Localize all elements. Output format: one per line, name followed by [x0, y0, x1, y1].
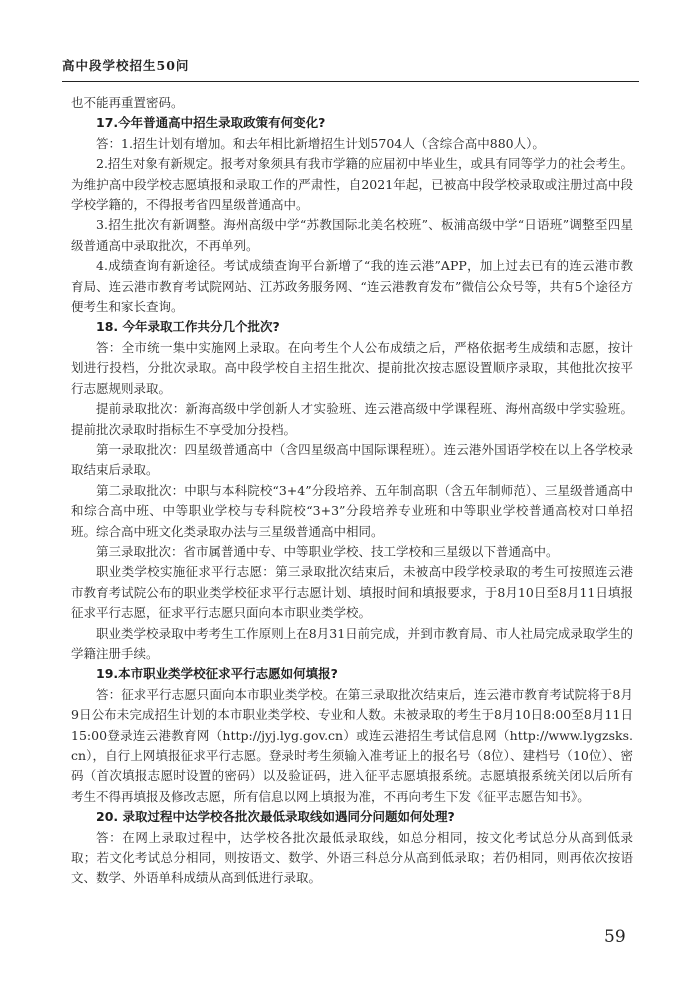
- page-number: 59: [604, 927, 626, 947]
- paragraph: 职业类学校实施征求平行志愿：第三录取批次结束后，未被高中段学校录取的考生可按照连云港市教育考试院公布的职业类学校征求平行志愿计划、填报时间和填报要求，于8月10日至8月11日填报征求平行志愿，征求平行志愿只面向本市职业类学校。: [71, 564, 633, 621]
- paragraph: 职业类学校录取中考考生工作原则上在8月31日前完成，并到市教育局、市人社局完成录取学生的学籍注册手续。: [71, 625, 633, 661]
- body-text: [71, 93, 633, 889]
- paragraph: 3.招生批次有新调整。海州高级中学“苏教国际北美名校班”、板浦高级中学“日语班”调整至四星级普通高中录取批次，不再单列。: [71, 217, 633, 253]
- paragraph: 2.招生对象有新规定。报考对象须具有我市学籍的应届初中毕业生，或具有同等学力的社会考生。为维护高中段学校志愿填报和录取工作的严肃性，自2021年起，已被高中段学校录取或注册过高中段学校学籍的，不得报考省四星级普通高中。: [71, 156, 633, 213]
- paragraph: 提前录取批次：新海高级中学创新人才实验班、连云港高级中学课程班、海州高级中学实验班。提前批次录取时指标生不享受加分投档。: [71, 401, 633, 437]
- paragraph: 第一录取批次：四星级普通高中（含四星级高中国际课程班）。连云港外国语学校在以上各学校录取结束后录取。: [71, 441, 633, 478]
- paragraph: 答：全市统一集中实施网上录取。在向考生个人公布成绩之后，严格依据考生成绩和志愿，按计划进行投档，分批次录取。高中段学校自主招生批次、提前批次按志愿设置顺序录取，其他批次按平行志愿规则录取。: [71, 339, 633, 396]
- question-heading: 17.今年普通高中招生录取政策有何变化?: [96, 115, 326, 131]
- paragraph: 答：征求平行志愿只面向本市职业类学校。在第三录取批次结束后，连云港市教育考试院将于8月9日公布未完成招生计划的本市职业类学校、专业和人数。未被录取的考生于8月10日8:00至8月11日15:00登录连云港教育网（http://jyj.lyg.gov.cn）或连云港招生考试信息网（http://www.lygzsks.cn），自行上网填报征求平行志愿。登录时考生须输入准考证上的报名号（8位）、建档号（10位）、密码（首次填报志愿时设置的密码）以及验证码，进入征平志愿填报系统。志愿填报系统关闭以后所有考生不得再填报及修改志愿，所有信息以网上填报为准，不再向考生下发《征平志愿告知书》。: [71, 686, 633, 804]
- question-heading: 20. 录取过程中达学校各批次最低录取线如遇同分问题如何处理?: [96, 809, 455, 825]
- paragraph: 第二录取批次：中职与本科院校“3+4”分段培养、五年制高职（含五年制师范）、三星级普通高中和综合高中班、中等职业学校与专科院校“3+3”分段培养专业班和中等职业学校普通高校对口单招班。综合高中班文化类录取办法与三星级普通高中相同。: [71, 482, 633, 539]
- header-rule: [62, 81, 639, 82]
- paragraph: 第三录取批次：省市属普通中专、中等职业学校、技工学校和三星级以下普通高中。: [96, 543, 559, 559]
- paragraph: 4.成绩查询有新途径。考试成绩查询平台新增了“我的连云港”APP，加上过去已有的连云港市教育局、连云港市教育考试院网站、江苏政务服务网、“连云港教育发布”微信公众号等，共有5个途径方便考生和家长查询。: [71, 258, 633, 315]
- paragraph-continuation: 也不能再重置密码。: [71, 95, 184, 110]
- paragraph: 答：1.招生计划有增加。和去年相比新增招生计划5704人（含综合高中880人）。: [96, 135, 545, 151]
- running-head-title: 高中段学校招生50问: [62, 58, 190, 73]
- paragraph: 答：在网上录取过程中，达学校各批次最低录取线，如总分相同，按文化考试总分从高到低录取；若文化考试总分相同，则按语文、数学、外语三科总分从高到低录取；若仍相同，则再依次按语文、数学、外语单科成绩从高到低进行录取。: [71, 829, 633, 886]
- question-heading: 18. 今年录取工作共分几个批次?: [96, 319, 280, 335]
- question-heading: 19.本市职业类学校征求平行志愿如何填报?: [96, 666, 338, 682]
